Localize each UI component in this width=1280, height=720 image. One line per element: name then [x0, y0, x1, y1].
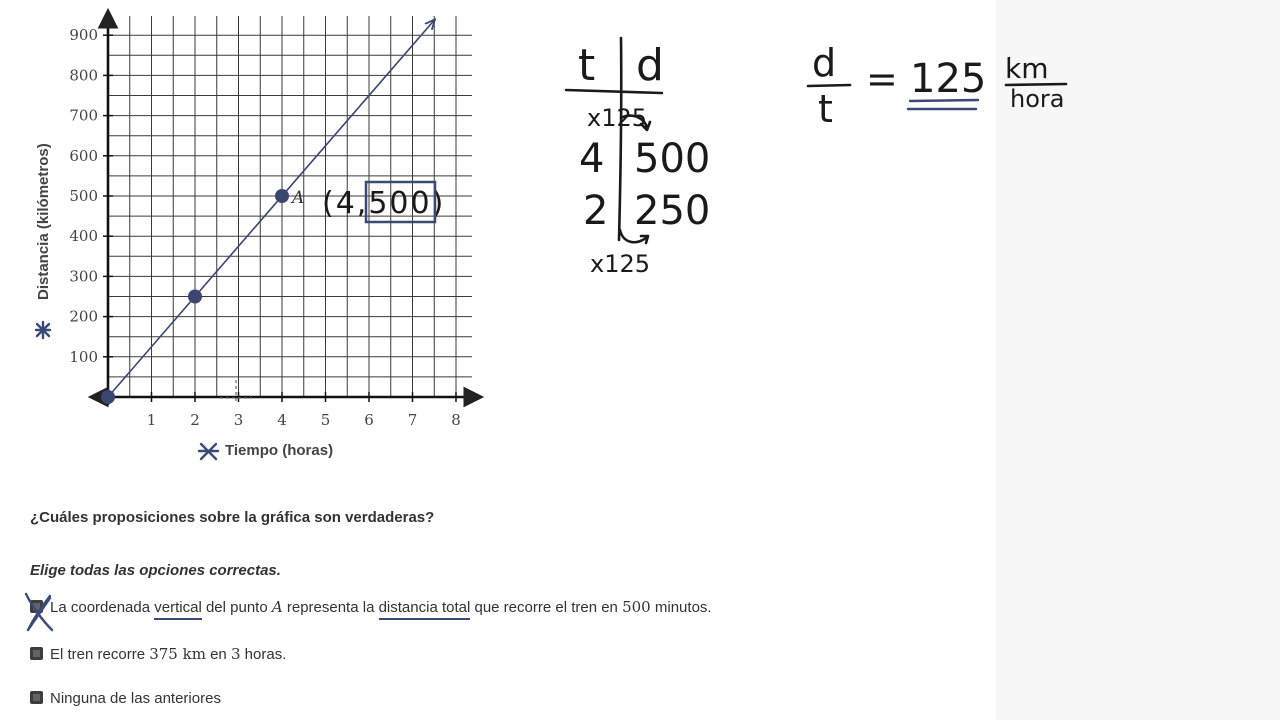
x-tick-label-1: 1: [146, 411, 157, 429]
answer-option-1[interactable]: [30, 598, 712, 616]
data-point-2: [275, 189, 289, 203]
x-tick-label-4: 4: [277, 411, 287, 429]
y-tick-label-800: 800: [69, 66, 98, 85]
x3-marker: [220, 380, 252, 402]
x-tick-label-5: 5: [320, 411, 331, 429]
x-tick-label-7: 7: [407, 411, 418, 429]
table-header-d: d: [636, 40, 664, 91]
row1-t: 4: [579, 136, 605, 182]
option-1-strike-icon: [22, 590, 56, 634]
x-axis-title: Tiempo (horas): [225, 442, 334, 459]
y-tick-label-300: 300: [69, 267, 98, 286]
y-tick-label-600: 600: [69, 146, 98, 165]
cross-mark-icon: [199, 444, 218, 459]
row1-d: 500: [634, 136, 711, 182]
star-mark-icon: [36, 322, 50, 338]
rate-unit-bottom: hora: [1010, 85, 1065, 113]
multiplier-bottom: x125: [590, 250, 651, 278]
option-2-text: El tren recorre 375 km en 3 horas.: [50, 645, 287, 663]
checkbox-option-3[interactable]: [30, 691, 43, 704]
checkbox-option-2[interactable]: [30, 647, 43, 660]
multiplier-top: x125: [587, 104, 648, 132]
y-tick-label-500: 500: [69, 187, 98, 205]
table-header-t: t: [578, 40, 596, 91]
y-axis-title: Distancia (kilómetros): [35, 143, 52, 300]
x-tick-label-6: 6: [364, 411, 374, 429]
question-instruction: Elige todas las opciones correctas.: [30, 562, 281, 579]
x-tick-label-3: 3: [233, 411, 244, 429]
x-tick-label-8: 8: [451, 411, 461, 429]
y-tick-label-400: 400: [69, 227, 98, 246]
rate-denominator: t: [818, 87, 833, 131]
rate-numerator: d: [812, 41, 837, 85]
rate-equals: =: [866, 57, 898, 101]
question-prompt: ¿Cuáles proposiciones sobre la gráfica son verdaderas?: [30, 509, 435, 526]
row2-t: 2: [583, 188, 609, 234]
row2-d: 250: [634, 188, 711, 234]
option-3-text: Ninguna de las anteriores: [50, 690, 221, 707]
rate-value: 125: [910, 56, 987, 102]
data-point-label-A: A: [292, 188, 305, 208]
rate-value-underline: [908, 100, 978, 109]
data-point-1: [188, 290, 202, 304]
point-coords-annotation: (4,500): [322, 186, 446, 221]
table-vertical-rule: [619, 38, 621, 240]
y-tick-label-900: 900: [69, 26, 98, 45]
x-tick-label-2: 2: [190, 411, 200, 429]
rate-fraction-bar: [808, 85, 850, 86]
answer-option-3[interactable]: [30, 690, 221, 707]
y-tick-label-100: 100: [69, 347, 98, 366]
y-tick-label-700: 700: [69, 106, 98, 125]
ratio-table: [566, 38, 710, 278]
answer-option-2[interactable]: [30, 645, 286, 663]
y-tick-label-200: 200: [69, 307, 98, 326]
tick-labels: [69, 26, 460, 429]
option-1-text: La coordenada vertical del punto A representa la distancia total que recorre el tren en 500 minutos.: [50, 599, 712, 616]
rate-unit-top: km: [1005, 52, 1049, 85]
data-point-0: [101, 390, 115, 404]
